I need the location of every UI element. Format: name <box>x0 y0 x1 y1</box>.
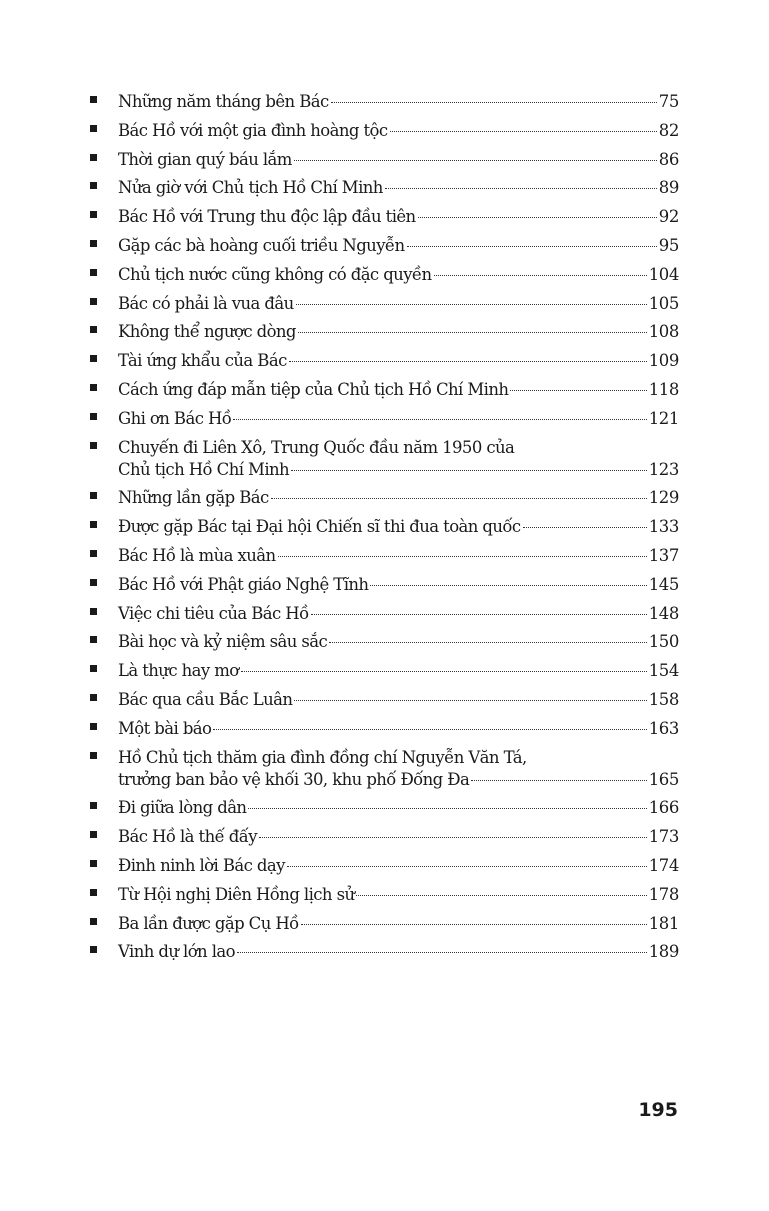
toc-entry-page: 158 <box>648 689 679 709</box>
page-number: 195 <box>638 1099 678 1121</box>
toc-entry-title: Bác có phải là vua đâu <box>118 293 294 313</box>
toc-entry <box>89 913 679 935</box>
square-bullet-icon <box>90 831 97 838</box>
toc-entry-row <box>118 769 679 791</box>
dot-leader <box>370 585 646 586</box>
square-bullet-icon <box>90 492 97 499</box>
square-bullet-icon <box>90 182 97 189</box>
toc-entry-title: Những lần gặp Bác <box>118 488 269 508</box>
square-bullet-icon <box>90 326 97 333</box>
toc-entry-title: Không thể ngược dòng <box>118 322 296 342</box>
dot-leader <box>296 304 647 305</box>
toc-entry-row <box>118 487 679 509</box>
toc-entry <box>89 206 679 228</box>
toc-entry <box>89 689 679 711</box>
toc-entry-page: 118 <box>648 379 679 399</box>
toc-entry-title: Thời gian quý báu lắm <box>118 149 292 169</box>
toc-entry <box>89 603 679 625</box>
toc-entry-page: 105 <box>648 293 679 313</box>
dot-leader <box>356 895 646 896</box>
dot-leader <box>301 924 647 925</box>
dot-leader <box>278 556 647 557</box>
toc-entry-row <box>118 574 679 596</box>
toc-entry-title: Đinh ninh lời Bác dạy <box>118 855 285 875</box>
dot-leader <box>233 419 646 420</box>
dot-leader <box>241 671 647 672</box>
dot-leader <box>407 246 657 247</box>
toc-entry-title: Chủ tịch nước cũng không có đặc quyền <box>118 264 432 284</box>
toc-entry-row <box>118 293 679 315</box>
square-bullet-icon <box>90 889 97 896</box>
dot-leader <box>213 729 646 730</box>
toc-entry <box>89 747 679 791</box>
toc-entry <box>89 149 679 171</box>
toc-entry-title: Cách ứng đáp mẫn tiệp của Chủ tịch Hồ Chí Minh <box>118 379 509 399</box>
toc-entry-row <box>118 545 679 567</box>
square-bullet-icon <box>90 860 97 867</box>
toc-entry <box>89 408 679 430</box>
toc-entry-title: Bác qua cầu Bắc Luân <box>118 689 293 709</box>
square-bullet-icon <box>90 521 97 528</box>
toc-entry-title: Bài học và kỷ niệm sâu sắc <box>118 632 328 652</box>
toc-entry-row <box>118 177 679 199</box>
toc-entry-page: 166 <box>648 798 679 818</box>
toc-entry <box>89 545 679 567</box>
dot-leader <box>523 527 647 528</box>
toc-entry <box>89 718 679 740</box>
dot-leader <box>418 217 657 218</box>
toc-entry-title: Bác Hồ là mùa xuân <box>118 545 276 565</box>
toc-entry-page: 86 <box>658 149 679 169</box>
toc-entry <box>89 437 679 481</box>
toc-entry-row <box>118 235 679 257</box>
toc-entry-row <box>118 516 679 538</box>
dot-leader <box>471 780 646 781</box>
toc-entry <box>89 293 679 315</box>
square-bullet-icon <box>90 413 97 420</box>
toc-entry <box>89 120 679 142</box>
toc-entry-row <box>118 631 679 653</box>
toc-entry-title: Những năm tháng bên Bác <box>118 92 329 111</box>
square-bullet-icon <box>90 665 97 672</box>
toc-entry-title: Ghi ơn Bác Hồ <box>118 408 232 428</box>
toc-entry <box>89 235 679 257</box>
toc-entry-page: 123 <box>648 459 679 479</box>
toc-entry <box>89 660 679 682</box>
toc-entry-page: 181 <box>648 913 679 933</box>
toc-entry-page: 129 <box>648 488 679 508</box>
square-bullet-icon <box>90 355 97 362</box>
toc-entry-row <box>118 941 679 963</box>
toc-entry-title-line: Chuyến đi Liên Xô, Trung Quốc đầu năm 1950 của <box>118 437 515 457</box>
toc-entry-row <box>118 206 679 228</box>
toc-entry-title: Việc chi tiêu của Bác Hồ <box>118 603 309 623</box>
toc-entry-title: Gặp các bà hoàng cuối triều Nguyễn <box>118 235 405 255</box>
square-bullet-icon <box>90 211 97 218</box>
toc-entry <box>89 516 679 538</box>
toc-entry-page: 82 <box>658 120 679 140</box>
toc-entry-page: 109 <box>648 351 679 371</box>
toc-entry-row <box>118 826 679 848</box>
toc-entry <box>89 321 679 343</box>
toc-entry-page: 121 <box>648 408 679 428</box>
toc-entry-title: trưởng ban bảo vệ khối 30, khu phố Đống Đa <box>118 769 470 789</box>
table-of-contents <box>89 91 679 970</box>
square-bullet-icon <box>90 723 97 730</box>
toc-entry-page: 89 <box>658 178 679 198</box>
square-bullet-icon <box>90 96 97 103</box>
toc-entry-row <box>118 689 679 711</box>
toc-entry <box>89 379 679 401</box>
toc-entry <box>89 177 679 199</box>
square-bullet-icon <box>90 384 97 391</box>
dot-leader <box>291 470 647 471</box>
square-bullet-icon <box>90 636 97 643</box>
square-bullet-icon <box>90 550 97 557</box>
toc-entry-row <box>118 884 679 906</box>
toc-entry-row <box>118 797 679 819</box>
toc-entry-row <box>118 913 679 935</box>
square-bullet-icon <box>90 918 97 925</box>
toc-entry-page: 104 <box>648 264 679 284</box>
toc-entry <box>89 487 679 509</box>
toc-entry <box>89 91 679 113</box>
toc-entry-row <box>118 603 679 625</box>
toc-entry-title: Là thực hay mơ <box>118 661 239 681</box>
square-bullet-icon <box>90 240 97 247</box>
square-bullet-icon <box>90 752 97 759</box>
dot-leader <box>287 866 647 867</box>
toc-entry <box>89 855 679 877</box>
toc-entry <box>89 884 679 906</box>
toc-entry <box>89 631 679 653</box>
toc-entry-row <box>118 120 679 142</box>
toc-entry-row <box>118 718 679 740</box>
toc-entry-page: 165 <box>648 769 679 789</box>
dot-leader <box>271 498 647 499</box>
toc-entry-title: Được gặp Bác tại Đại hội Chiến sĩ thi đua toàn quốc <box>118 517 521 537</box>
dot-leader <box>390 131 657 132</box>
dot-leader <box>298 332 647 333</box>
toc-entry-title-line: Hồ Chủ tịch thăm gia đình đồng chí Nguyễn Văn Tá, <box>118 747 527 767</box>
toc-entry-title: Tài ứng khẩu của Bác <box>118 351 287 371</box>
dot-leader <box>510 390 646 391</box>
toc-entry-page: 173 <box>648 827 679 847</box>
toc-entry-row <box>118 264 679 286</box>
dot-leader <box>311 614 647 615</box>
toc-entry <box>89 826 679 848</box>
toc-entry-page: 95 <box>658 235 679 255</box>
toc-entry-page: 133 <box>648 517 679 537</box>
toc-entry-page: 92 <box>658 207 679 227</box>
toc-entry-page: 75 <box>658 92 679 111</box>
square-bullet-icon <box>90 579 97 586</box>
toc-entry-page: 189 <box>648 942 679 962</box>
toc-entry-row <box>118 855 679 877</box>
toc-entry-title: Chủ tịch Hồ Chí Minh <box>118 459 290 479</box>
toc-entry-page: 174 <box>648 855 679 875</box>
toc-entry-title: Nửa giờ với Chủ tịch Hồ Chí Minh <box>118 178 383 198</box>
toc-entry-row <box>118 149 679 171</box>
toc-entry-row <box>118 321 679 343</box>
toc-entry-title: Bác Hồ là thế đấy <box>118 827 257 847</box>
dot-leader <box>248 808 646 809</box>
square-bullet-icon <box>90 442 97 449</box>
toc-entry-row <box>118 350 679 372</box>
toc-entry-title: Một bài báo <box>118 718 212 738</box>
toc-entry-row <box>118 408 679 430</box>
dot-leader <box>289 361 647 362</box>
square-bullet-icon <box>90 946 97 953</box>
toc-entry-row <box>118 379 679 401</box>
toc-entry-page: 163 <box>648 718 679 738</box>
toc-entry <box>89 264 679 286</box>
toc-entry-title: Đi giữa lòng dân <box>118 798 247 818</box>
square-bullet-icon <box>90 154 97 161</box>
square-bullet-icon <box>90 125 97 132</box>
dot-leader <box>259 837 647 838</box>
toc-entry <box>89 574 679 596</box>
square-bullet-icon <box>90 694 97 701</box>
square-bullet-icon <box>90 608 97 615</box>
toc-entry-title: Từ Hội nghị Diên Hồng lịch sử <box>118 884 355 904</box>
toc-entry-row <box>118 91 679 113</box>
dot-leader <box>294 160 657 161</box>
toc-entry-row <box>118 660 679 682</box>
dot-leader <box>385 188 657 189</box>
dot-leader <box>434 275 647 276</box>
toc-entry-title: Bác Hồ với Trung thu độc lập đầu tiên <box>118 207 416 227</box>
dot-leader <box>237 952 647 953</box>
toc-entry <box>89 350 679 372</box>
dot-leader <box>294 700 646 701</box>
toc-entry-page: 150 <box>648 632 679 652</box>
toc-entry-page: 148 <box>648 603 679 623</box>
toc-entry-title: Bác Hồ với một gia đình hoàng tộc <box>118 120 388 140</box>
toc-entry-page: 178 <box>648 884 679 904</box>
toc-entry-title: Vinh dự lớn lao <box>118 942 235 962</box>
toc-entry-page: 145 <box>648 574 679 594</box>
toc-entry-title: Bác Hồ với Phật giáo Nghệ Tĩnh <box>118 574 369 594</box>
toc-entry <box>89 941 679 963</box>
dot-leader <box>331 102 657 103</box>
square-bullet-icon <box>90 298 97 305</box>
toc-entry-title: Ba lần được gặp Cụ Hồ <box>118 913 299 933</box>
toc-entry-page: 137 <box>648 545 679 565</box>
dot-leader <box>329 642 647 643</box>
toc-entry-page: 154 <box>648 661 679 681</box>
toc-entry-row <box>118 459 679 481</box>
toc-entry <box>89 797 679 819</box>
square-bullet-icon <box>90 269 97 276</box>
square-bullet-icon <box>90 802 97 809</box>
toc-entry-page: 108 <box>648 322 679 342</box>
